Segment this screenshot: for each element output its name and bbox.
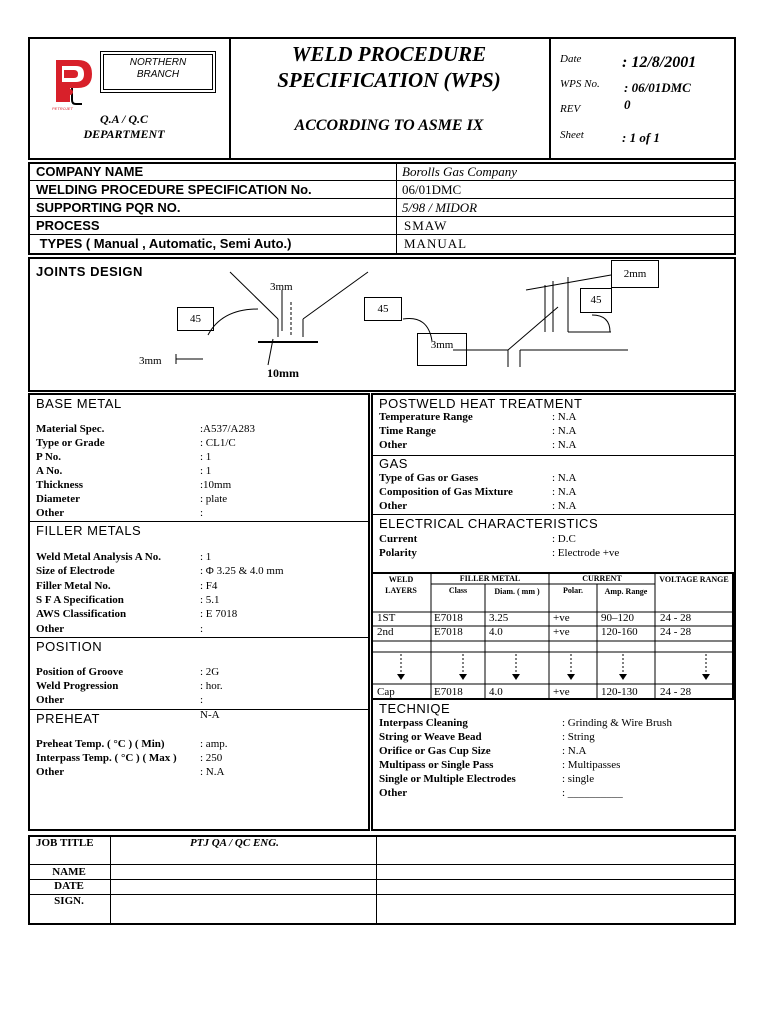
right-gap-label: 2mm [611,260,659,288]
th-amp: Amp. Range [604,587,648,596]
weld-cell-layer: Cap [377,686,395,698]
filler-metal-field-value: : Φ 3.25 & 4.0 mm [200,565,284,578]
weld-cell-cls: E7018 [434,686,463,698]
electrical-field-value: : Electrode +ve [552,547,620,559]
th-class: Class [448,586,468,595]
technique-field-value: : Multipasses [562,759,621,771]
rev-label: REV [560,103,581,115]
preheat-heading: PREHEAT [36,711,100,726]
page-title-line2: SPECIFICATION (WPS) [277,68,501,92]
weld-cell-amp: 120-130 [601,686,638,698]
left-thickness-label: 10mm [267,366,299,380]
position-field-label: Weld Progression [36,680,119,692]
filler-metal-field-value: : F4 [200,579,218,592]
sheet-label: Sheet [560,129,584,141]
electrical-heading: ELECTRICAL CHARACTERISTICS [379,516,599,531]
sheet-value: : 1 of 1 [622,130,660,145]
base-metal-field-label: Diameter [36,493,80,505]
wps-label: WPS No. [560,78,600,90]
branch-label: NORTHERN BRANCH [129,57,187,80]
pwht-field-label: Temperature Range [379,411,473,423]
preheat-field-value: : 250 [200,752,223,764]
technique-field-label: String or Weave Bead [379,731,482,743]
gas-field-value: : N.A [552,486,577,498]
position-field-value: : [200,694,204,706]
wps-value: : 06/01DMC [624,80,691,95]
base-metal-field-label: Thickness [36,479,84,491]
mid-gap-label: 3mm [417,333,467,366]
logo-text: PETROJET [52,106,73,111]
weld-cell-polar: +ve [553,686,570,698]
base-metal-field-label: Material Spec. [36,423,105,435]
position-field-label: Position of Groove [36,666,124,678]
technique-field-value: : Grinding & Wire Brush [562,717,672,729]
technique-field-label: Interpass Cleaning [379,717,468,729]
base-metal-field-label: Other [36,507,65,519]
joints-heading: JOINTS DESIGN [36,264,143,279]
weld-cell-amp: 90–120 [601,612,634,624]
technique-field-value: : String [562,731,595,743]
base-metal-field-label: A No. [36,465,63,477]
weld-cell-polar: +ve [553,612,570,624]
weld-cell-diam: 4.0 [489,686,503,698]
filler-metal-field-value: : [200,622,204,635]
left-root-gap-label: 3mm [270,281,293,293]
position-field-value: : 2G [200,666,220,678]
company-logo [48,52,98,112]
filler-metal-field-label: Size of Electrode [36,565,115,578]
base-metal-field-value: : CL1/C [200,437,236,449]
filler-metal-field-value: : 5.1 [200,593,220,606]
th-polar: Polar. [563,586,583,595]
pwht-field-value: : N.A [552,439,577,451]
gas-field-label: Type of Gas or Gases [379,472,479,484]
position-heading: POSITION [36,639,103,654]
left-angle-label: 45 [177,307,214,331]
wps-number-label: WELDING PROCEDURE SPECIFICATION No. [36,182,312,197]
job-title-value: PTJ QA / QC ENG. [190,837,279,849]
signoff-box [28,835,736,925]
base-metal-field-label: P No. [36,451,62,463]
gas-field-label: Other [379,500,408,512]
technique-field-value: : __________ [562,787,623,799]
technique-field-value: : N.A [562,745,587,757]
page-title-line1: WELD PROCEDURE [291,42,487,66]
pqr-value: 5/98 / MIDOR [402,200,478,215]
base-metal-field-value: : 1 [200,451,212,463]
pwht-field-label: Other [379,439,408,451]
gas-field-label: Composition of Gas Mixture [379,486,513,498]
th-voltage: VOLTAGE RANGE [659,575,729,584]
gas-field-value: : N.A [552,500,577,512]
technique-field-label: Orifice or Gas Cup Size [379,745,491,757]
filler-metal-field-label: AWS Classification [36,608,127,621]
weld-cell-volt: 24 - 28 [660,626,692,638]
types-value: MANUAL [404,236,468,251]
technique-field-value: : single [562,773,595,785]
filler-metal-field-label: S F A Specification [36,593,124,606]
right-angle-label: 45 [580,288,612,313]
technique-field-label: Single or Multiple Electrodes [379,773,516,785]
base-metal-field-label: Type or Grade [36,437,105,449]
sign-label: SIGN. [54,895,84,907]
base-metal-field-value: : [200,507,204,519]
preheat-field-label: Preheat Temp. ( °C ) ( Min) [36,738,165,750]
pwht-heading: POSTWELD HEAT TREATMENT [379,396,583,411]
name-label: NAME [52,866,86,878]
electrical-field-value: : D.C [552,533,576,545]
filler-metal-field-value: : 1 [200,551,212,563]
rev-value: 0 [624,97,631,112]
mid-angle-label: 45 [364,297,402,321]
company-name-value: Borolls Gas Company [402,164,518,179]
base-metal-heading: BASE METAL [36,396,122,411]
weld-cell-amp: 120-160 [601,626,638,638]
department-label: Q.A / Q.C DEPARTMENT [83,112,165,141]
filler-metal-field-label: Filler Metal No. [36,579,111,592]
position-field-label: Other [36,694,65,706]
job-title-label: JOB TITLE [36,837,94,849]
filler-metal-field-value: : E 7018 [200,608,238,621]
weld-cell-cls: E7018 [434,612,463,624]
filler-metal-field-label: Weld Metal Analysis A No. [36,551,161,563]
filler-metal-field-label: Other [36,622,65,635]
gas-field-value: : N.A [552,472,577,484]
th-diam: Diam. ( mm ) [494,587,540,596]
page-subtitle: ACCORDING TO ASME IX [294,117,484,134]
filler-metals-heading: FILLER METALS [36,523,142,538]
preheat-field-value: : N.A [200,766,225,778]
process-value: SMAW [404,218,448,233]
process-label: PROCESS [36,218,100,233]
th-weld-layers: WELD LAYERS [385,575,417,595]
date-value: : 12/8/2001 [622,54,697,71]
company-name-label: COMPANY NAME [36,164,144,179]
left-root-face-label: 3mm [139,355,162,367]
base-metal-field-value: :10mm [200,479,232,491]
date-label-signoff: DATE [54,880,84,892]
weld-cell-diam: 4.0 [489,626,503,638]
date-label: Date [560,53,582,65]
th-current: CURRENT [582,574,622,583]
pwht-field-value: : N.A [552,411,577,423]
weld-cell-volt: 24 - 28 [660,612,692,624]
position-field-value: : hor. [200,680,223,692]
weld-cell-polar: +ve [553,626,570,638]
weld-cell-cls: E7018 [434,626,463,638]
types-label: TYPES ( Manual , Automatic, Semi Auto.) [36,236,292,251]
technique-field-label: Multipass or Single Pass [379,759,494,771]
technique-heading: TECHNIQE [379,701,451,716]
weld-cell-layer: 1ST [377,612,396,624]
preheat-field-label: Interpass Temp. ( °C ) ( Max ) [36,752,177,764]
pwht-field-value: : N.A [552,425,577,437]
weld-cell-layer: 2nd [377,626,394,638]
preheat-field-label: Other [36,766,65,778]
pwht-field-label: Time Range [379,425,436,437]
base-metal-field-value: : 1 [200,465,212,477]
base-metal-field-value: : plate [200,493,228,505]
th-filler-metal: FILLER METAL [459,574,521,583]
technique-field-label: Other [379,787,408,799]
weld-cell-diam: 3.25 [489,612,509,624]
preheat-value: N-A [200,709,220,721]
pqr-label: SUPPORTING PQR NO. [36,200,181,215]
electrical-field-label: Current [379,533,418,545]
electrical-field-label: Polarity [379,547,417,559]
weld-cell-volt: 24 - 28 [660,686,692,698]
preheat-field-value: : amp. [200,738,228,750]
base-metal-field-value: :A537/A283 [200,423,255,435]
wps-number-value: 06/01DMC [402,182,462,197]
gas-heading: GAS [379,456,408,471]
